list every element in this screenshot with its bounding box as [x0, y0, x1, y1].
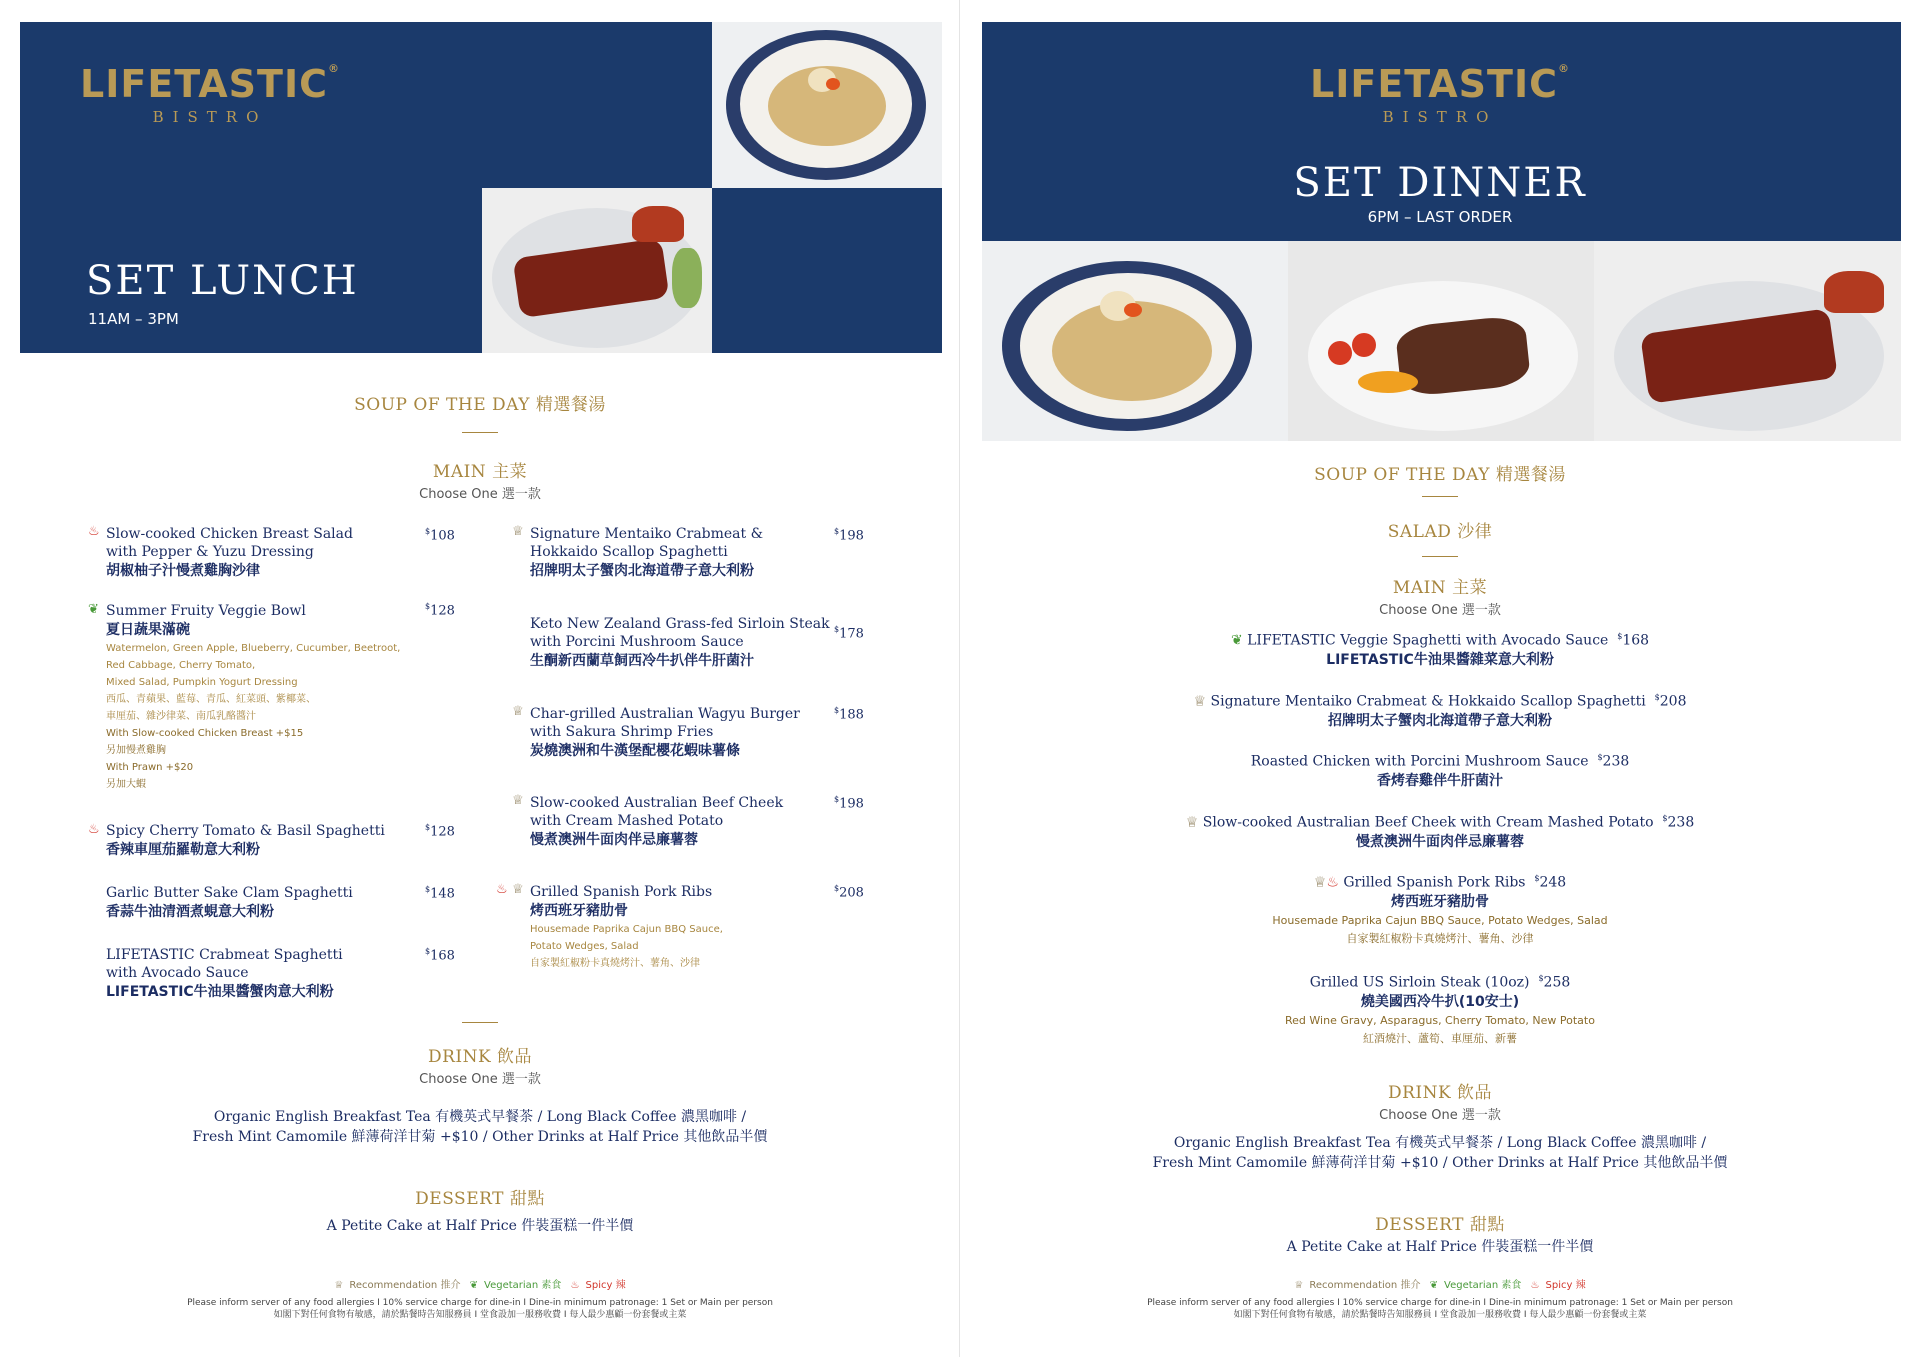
menu-item — [530, 883, 840, 972]
chili-icon: ♨ — [496, 882, 508, 897]
item-price: 238 — [1667, 814, 1695, 831]
menu-item — [530, 705, 840, 761]
item-name-line2: Hokkaido Scallop Spaghetti — [530, 544, 728, 560]
item-chinese-name: LIFETASTIC牛油果醬雜菜意大利粉 — [1326, 651, 1554, 668]
chef-hat-icon: ♕ — [1185, 814, 1203, 831]
item-chinese-name: 香烤春雞伴牛肝菌汁 — [1377, 772, 1503, 789]
menu-item — [106, 602, 416, 793]
item-addon: With Prawn +$20 — [106, 762, 194, 773]
lunch-main-title: MAIN 主菜 — [432, 462, 528, 482]
menu-item: ♕ Slow-cooked Australian Beef Cheek with Cream Mashed Potato $238 慢煮澳洲牛面肉伴忌廉薯蓉 — [960, 810, 1920, 852]
legend-vegetarian: Vegetarian 素食 — [1444, 1280, 1522, 1291]
item-price: $128 — [425, 823, 455, 840]
item-description: 自家製紅椒粉卡真燒烤汁、薯角、沙律 — [530, 958, 700, 969]
item-addon: With Slow-cooked Chicken Breast +$15 — [106, 728, 304, 739]
menu-item — [106, 946, 416, 1002]
menu-item: ♕♨ Grilled Spanish Pork Ribs $248 烤西班牙豬肋骨 Housemade Paprika Cajun BBQ Sauce, Potato Wedges, Salad 自家製紅椒粉卡真燒烤汁、薯角、沙律 — [960, 870, 1920, 948]
item-name: Spicy Cherry Tomato & Basil Spaghetti — [106, 823, 385, 839]
leaf-icon: ❦ — [1429, 1280, 1439, 1291]
chili-icon: ♨ — [88, 524, 100, 539]
item-price: 248 — [1539, 874, 1567, 891]
menu-item — [106, 822, 416, 860]
item-name: Grilled Spanish Pork Ribs — [530, 884, 713, 900]
dinner-dessert-title: DESSERT 甜點 — [1375, 1215, 1505, 1235]
registered-mark: ® — [1557, 62, 1570, 75]
item-description: Watermelon, Green Apple, Blueberry, Cucumber, Beetroot, — [106, 643, 401, 654]
item-name: Char-grilled Australian Wagyu Burger — [530, 706, 800, 722]
item-description: Housemade Paprika Cajun BBQ Sauce, Potato Wedges, Salad — [1272, 913, 1608, 927]
item-price: $148 — [425, 885, 455, 902]
dinner-salad-title: SALAD 沙律 — [1387, 522, 1493, 542]
menu-item — [530, 794, 840, 850]
drink-line: Fresh Mint Camomile 鮮薄荷洋甘菊 +$10 / Other Drinks at Half Price 其他飲品半價 — [192, 1129, 768, 1145]
item-price: 238 — [1602, 753, 1630, 770]
item-name: Garlic Butter Sake Clam Spaghetti — [106, 885, 353, 901]
logo-subtitle: BISTRO — [152, 108, 268, 126]
divider — [1422, 496, 1458, 497]
registered-mark: ® — [327, 62, 340, 75]
chef-hat-icon: ♕ — [512, 882, 524, 897]
lunch-drink-title: DRINK 飲品 — [427, 1047, 533, 1067]
leaf-icon: ❦ — [1230, 632, 1248, 649]
item-description: Red Wine Gravy, Asparagus, Cherry Tomato, New Potato — [1285, 1013, 1595, 1027]
lunch-dessert-line: A Petite Cake at Half Price 件裝蛋糕一件半價 — [326, 1218, 634, 1234]
item-name: Slow-cooked Chicken Breast Salad — [106, 526, 353, 542]
legend-vegetarian: Vegetarian 素食 — [484, 1280, 562, 1291]
chili-icon: ♨ — [1326, 874, 1344, 891]
allergy-notice: Please inform server of any food allergies I 10% service charge for dine-in I Dine-in minimum patronage: 1 Set or Main per person 如閣下對任何食物有敏感，請於點餐時告知服務員 I 堂食設加一服務收費 I 每人最少惠顧一份套餐或主菜 — [1147, 1298, 1733, 1320]
divider — [462, 432, 498, 433]
item-description: Housemade Paprika Cajun BBQ Sauce, — [530, 924, 723, 935]
legend-recommendation: Recommendation 推介 — [1309, 1280, 1421, 1291]
allergy-notice: Please inform server of any food allergies I 10% service charge for dine-in I Dine-in minimum patronage: 1 Set or Main per person 如閣下對任何食物有敏感，請於點餐時告知服務員 I 堂食設加一服務收費 I 每人最少惠顧一份套餐或主菜 — [187, 1298, 773, 1320]
item-price: $128 — [425, 602, 455, 619]
ribs-photo — [482, 188, 712, 353]
item-description: Mixed Salad, Pumpkin Yogurt Dressing — [106, 677, 298, 688]
icon-legend — [0, 1276, 960, 1291]
dinner-main-choose: Choose One 選一款 — [1379, 603, 1501, 618]
item-chinese-name: 招牌明太子蟹肉北海道帶子意大利粉 — [1328, 712, 1552, 729]
chili-icon: ♨ — [570, 1280, 580, 1291]
legend-spicy: Spicy 辣 — [1545, 1280, 1586, 1291]
item-description: 紅酒燒汁、蘆筍、車厘茄、新薯 — [1363, 1031, 1517, 1045]
item-chinese-name: 胡椒柚子汁慢煮雞胸沙律 — [106, 563, 260, 579]
menu-item: Roasted Chicken with Porcini Mushroom Sauce $238 香烤春雞伴牛肝菌汁 — [960, 749, 1920, 791]
item-chinese-name: 燒美國西冷牛扒(10安士) — [1360, 993, 1520, 1010]
item-name: Summer Fruity Veggie Bowl — [106, 603, 306, 619]
menu-item — [530, 525, 840, 581]
item-description: 西瓜、青蘋果、藍莓、青瓜、紅菜頭、紫椰菜、 — [106, 694, 316, 705]
item-description: 車厘茄、雜沙律菜、南瓜乳酪醬汁 — [106, 711, 256, 722]
set-dinner-page — [960, 0, 1920, 1357]
item-addon: 另加慢煮雞胸 — [106, 745, 166, 756]
menu-item — [106, 525, 416, 581]
item-chinese-name: 香蒜牛油清酒煮蜆意大利粉 — [106, 904, 274, 920]
item-name: LIFETASTIC Crabmeat Spaghetti — [106, 947, 343, 963]
item-price: $108 — [425, 527, 455, 544]
dinner-main-title: MAIN 主菜 — [1392, 578, 1488, 598]
drink-line: Organic English Breakfast Tea 有機英式早餐茶 / Long Black Coffee 濃黑咖啡 / — [213, 1109, 747, 1125]
chef-hat-icon: ♕ — [1294, 1280, 1304, 1291]
lunch-soup-title: SOUP OF THE DAY 精選餐湯 — [354, 395, 606, 415]
lunch-drink-options — [0, 1107, 960, 1147]
lunch-main-choose: Choose One 選一款 — [419, 487, 541, 502]
set-dinner-title: SET DINNER — [1293, 160, 1587, 206]
item-price: $188 — [834, 706, 864, 723]
item-chinese-name: 炭燒澳洲和牛漢堡配櫻花蝦味薯條 — [530, 743, 740, 759]
item-addon: 另加大蝦 — [106, 779, 146, 790]
set-dinner-time: 6PM – LAST ORDER — [1367, 208, 1513, 226]
legend-recommendation: Recommendation 推介 — [349, 1280, 461, 1291]
item-chinese-name: LIFETASTIC牛油果醬蟹肉意大利粉 — [106, 984, 334, 1000]
item-name-line2: with Cream Mashed Potato — [530, 813, 724, 829]
pasta-photo — [982, 241, 1288, 441]
item-description: 自家製紅椒粉卡真燒烤汁、薯角、沙律 — [1346, 931, 1534, 945]
logo-subtitle: BISTRO — [1382, 108, 1498, 126]
item-price: 208 — [1659, 693, 1687, 710]
item-chinese-name: 慢煮澳洲牛面肉伴忌廉薯蓉 — [530, 832, 698, 848]
chef-hat-icon: ♕ — [512, 524, 524, 539]
dinner-drink-title: DRINK 飲品 — [1387, 1083, 1493, 1103]
chef-hat-icon: ♕ — [1193, 693, 1211, 710]
chili-icon: ♨ — [88, 822, 100, 837]
menu-item: ❦ LIFETASTIC Veggie Spaghetti with Avocado Sauce $168 LIFETASTIC牛油果醬雜菜意大利粉 — [960, 628, 1920, 670]
item-price: $208 — [834, 884, 864, 901]
logo-word: LIFETASTIC — [80, 62, 328, 106]
set-lunch-title: SET LUNCH — [86, 258, 359, 304]
item-name: Signature Mentaiko Crabmeat & Hokkaido Scallop Spaghetti — [1210, 693, 1646, 710]
lunch-dessert-title: DESSERT 甜點 — [415, 1189, 545, 1209]
drink-line: Fresh Mint Camomile 鮮薄荷洋甘菊 +$10 / Other Drinks at Half Price 其他飲品半價 — [1152, 1155, 1728, 1171]
leaf-icon: ❦ — [88, 602, 99, 617]
item-description: Red Cabbage, Cherry Tomato, — [106, 660, 256, 671]
chef-hat-icon: ♕ — [512, 793, 524, 808]
item-chinese-name: 烤西班牙豬肋骨 — [1391, 893, 1489, 910]
ribs-photo — [1594, 241, 1901, 441]
item-chinese-name: 夏日蔬果滿碗 — [106, 622, 190, 638]
chef-hat-icon: ♕ — [334, 1280, 344, 1291]
item-name: Slow-cooked Australian Beef Cheek with Cream Mashed Potato — [1202, 814, 1654, 831]
item-name: Grilled Spanish Pork Ribs — [1343, 874, 1526, 891]
item-name: Roasted Chicken with Porcini Mushroom Sauce — [1250, 753, 1589, 770]
chef-hat-icon: ♕ — [1313, 874, 1327, 891]
pasta-photo — [712, 22, 942, 188]
item-price: 258 — [1543, 974, 1571, 991]
item-name: Keto New Zealand Grass-fed Sirloin Steak — [530, 616, 830, 632]
item-chinese-name: 慢煮澳洲牛面肉伴忌廉薯蓉 — [1356, 833, 1524, 850]
menu-item — [106, 884, 416, 922]
menu-item: ♕ Signature Mentaiko Crabmeat & Hokkaido Scallop Spaghetti $208 招牌明太子蟹肉北海道帶子意大利粉 — [960, 689, 1920, 731]
dinner-dessert-line: A Petite Cake at Half Price 件裝蛋糕一件半價 — [1286, 1239, 1594, 1255]
menu-item — [530, 615, 840, 671]
menu-item: Grilled US Sirloin Steak (10oz) $258 燒美國西冷牛扒(10安士) Red Wine Gravy, Asparagus, Cherry Tomato, New Potato 紅酒燒汁、蘆筍、車厘茄、新薯 — [960, 970, 1920, 1048]
item-name: LIFETASTIC Veggie Spaghetti with Avocado Sauce — [1247, 632, 1609, 649]
item-price: $198 — [834, 527, 864, 544]
divider — [462, 1022, 498, 1023]
dinner-drink-options — [960, 1133, 1920, 1173]
icon-legend — [960, 1276, 1920, 1291]
leaf-icon: ❦ — [469, 1280, 479, 1291]
item-name-line2: with Porcini Mushroom Sauce — [530, 634, 744, 650]
dinner-soup-title: SOUP OF THE DAY 精選餐湯 — [1314, 465, 1566, 485]
legend-spicy: Spicy 辣 — [585, 1280, 626, 1291]
set-lunch-time: 11AM – 3PM — [88, 310, 179, 328]
drink-line: Organic English Breakfast Tea 有機英式早餐茶 / Long Black Coffee 濃黑咖啡 / — [1173, 1135, 1707, 1151]
item-price: 168 — [1622, 632, 1650, 649]
item-price: $178 — [834, 625, 864, 642]
item-price: $168 — [425, 947, 455, 964]
item-chinese-name: 生酮新西蘭草飼西冷牛扒伴牛肝菌汁 — [530, 653, 754, 669]
lunch-logo — [80, 62, 340, 126]
item-name-line2: with Sakura Shrimp Fries — [530, 724, 714, 740]
item-name: Grilled US Sirloin Steak (10oz) — [1309, 974, 1530, 991]
item-price: $198 — [834, 795, 864, 812]
dinner-drink-choose: Choose One 選一款 — [1379, 1108, 1501, 1123]
logo-word: LIFETASTIC — [1310, 62, 1558, 106]
divider — [1422, 556, 1458, 557]
item-name: Slow-cooked Australian Beef Cheek — [530, 795, 784, 811]
item-chinese-name: 香辣車厘茄羅勒意大利粉 — [106, 842, 260, 858]
item-name-line2: with Pepper & Yuzu Dressing — [106, 544, 314, 560]
item-chinese-name: 烤西班牙豬肋骨 — [530, 903, 628, 919]
item-name-line2: with Avocado Sauce — [106, 965, 249, 981]
chef-hat-icon: ♕ — [512, 704, 524, 719]
item-chinese-name: 招牌明太子蟹肉北海道帶子意大利粉 — [530, 563, 754, 579]
item-description: Potato Wedges, Salad — [530, 941, 639, 952]
lunch-drink-choose: Choose One 選一款 — [419, 1072, 541, 1087]
dinner-logo — [1310, 62, 1570, 126]
chili-icon: ♨ — [1530, 1280, 1540, 1291]
item-name: Signature Mentaiko Crabmeat & — [530, 526, 764, 542]
steak-photo — [1288, 241, 1594, 441]
